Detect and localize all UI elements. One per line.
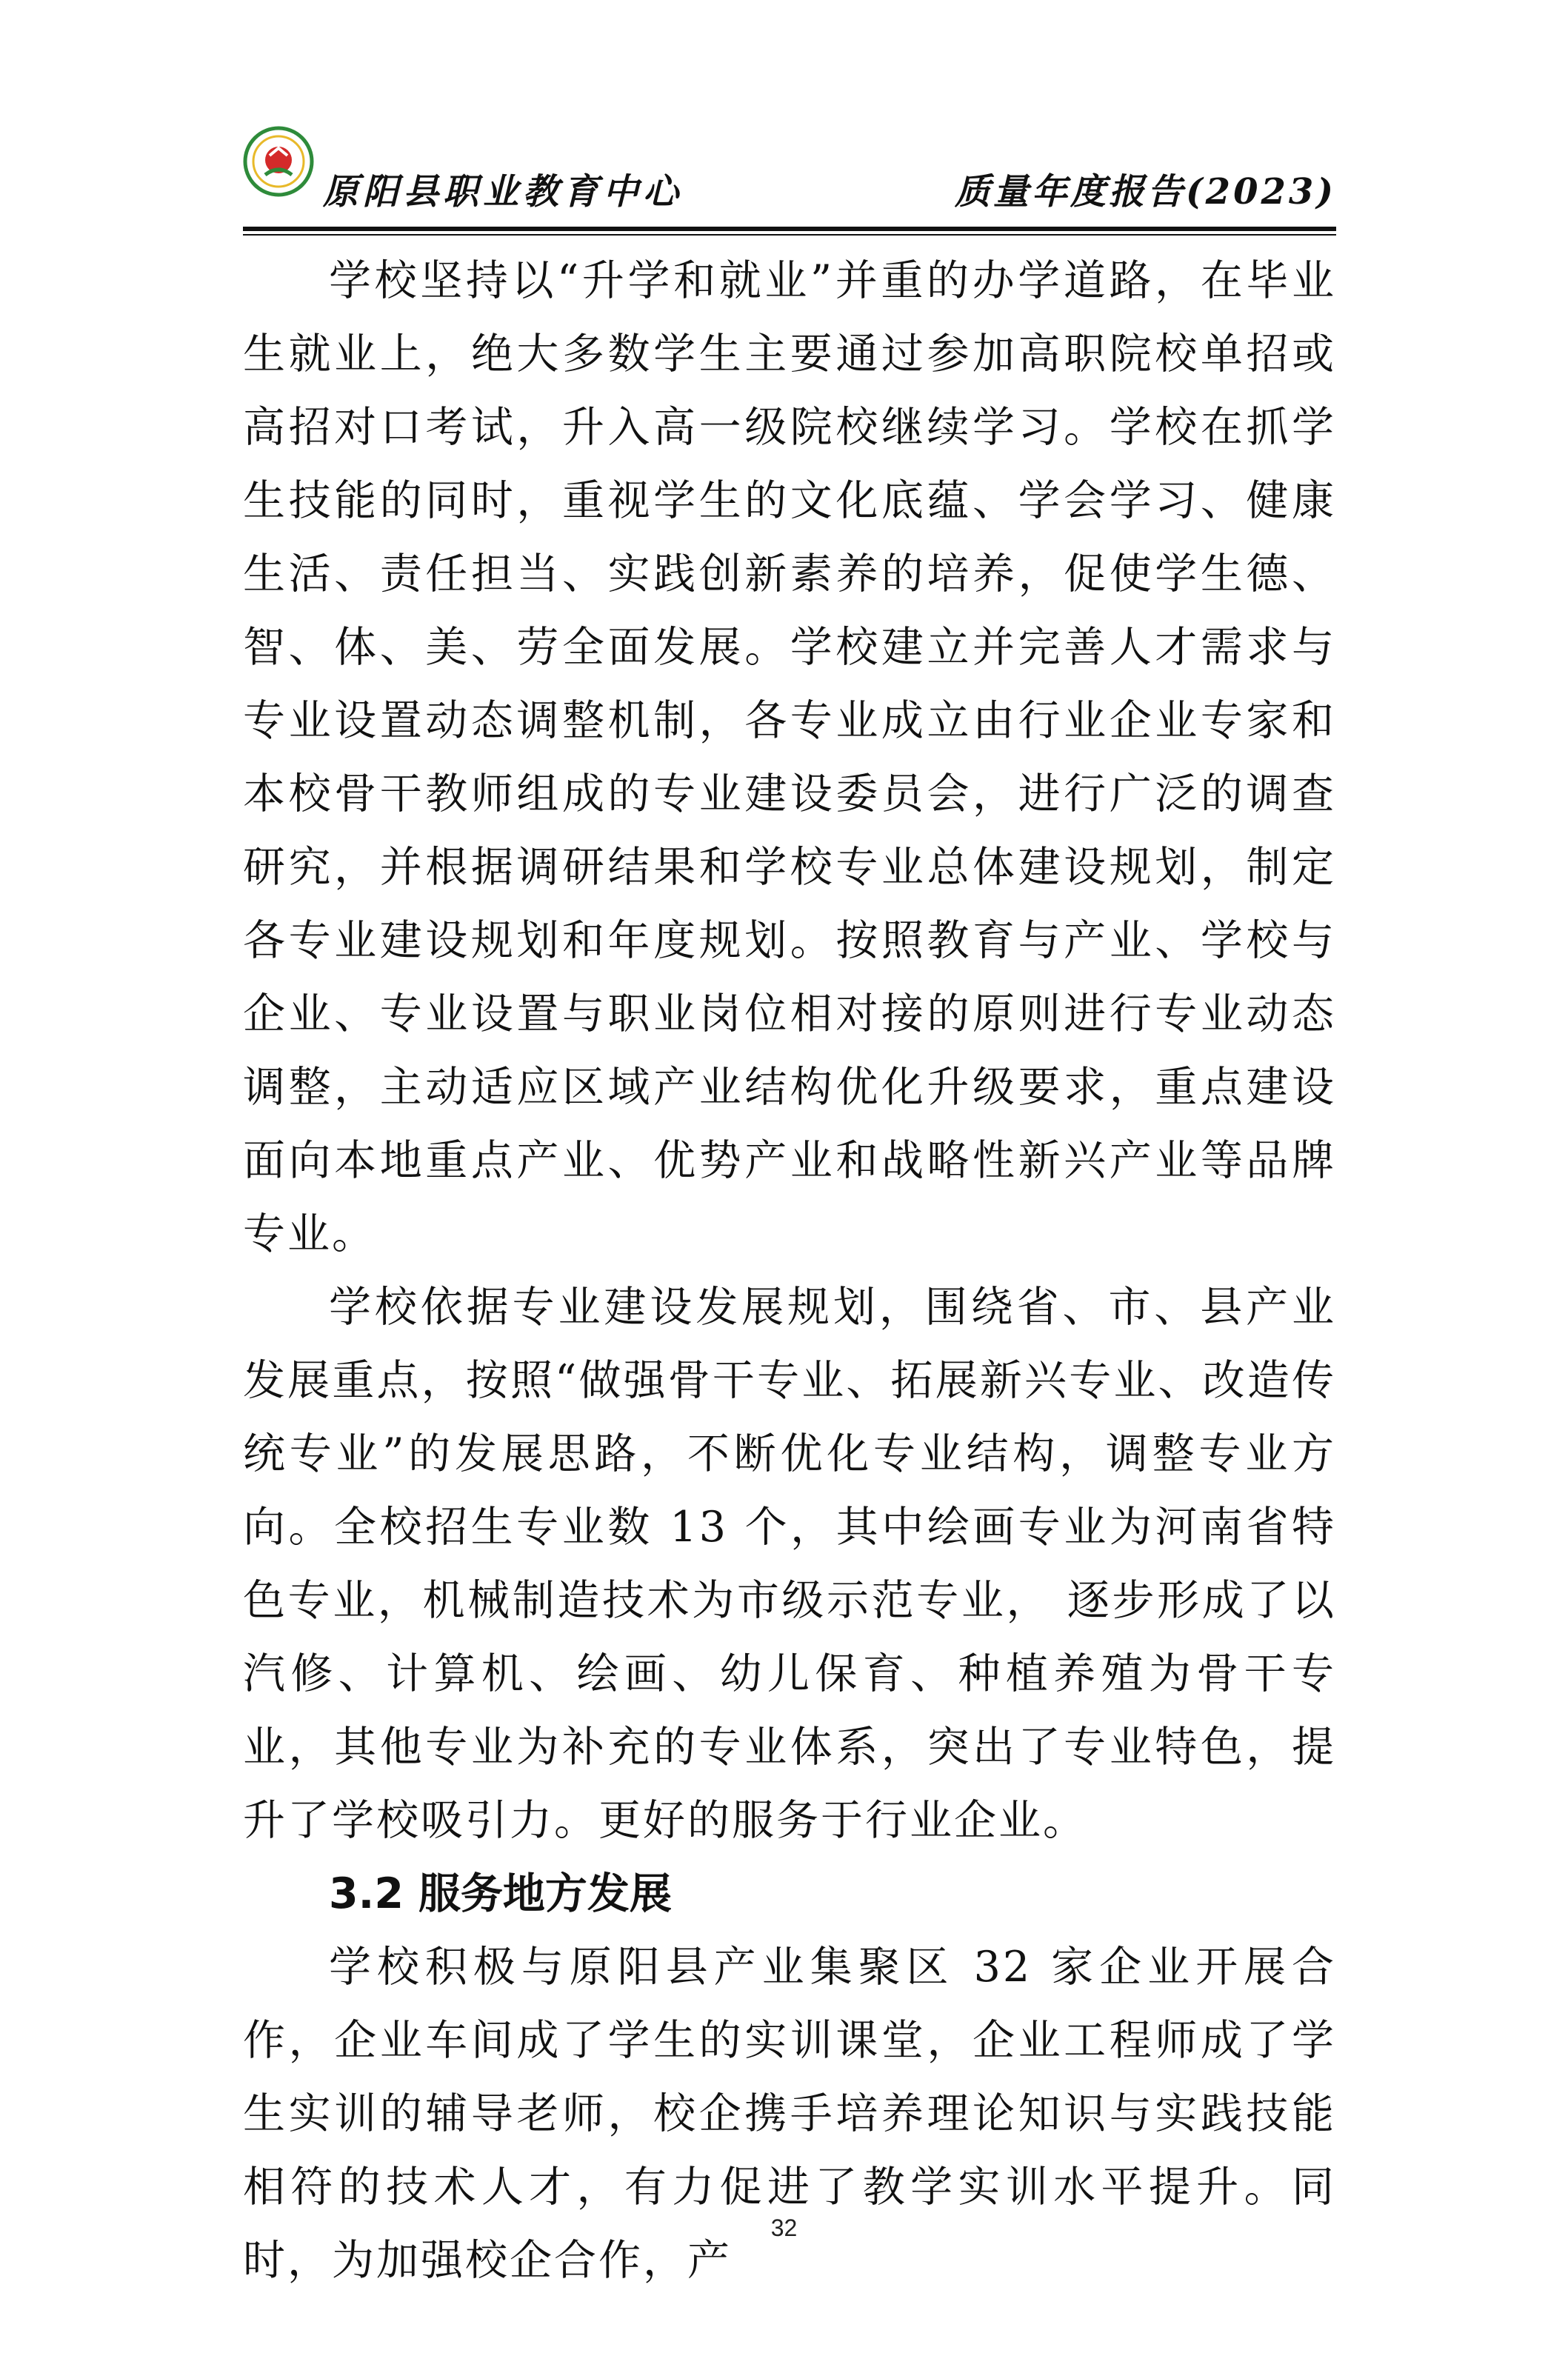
header-rule-thick [243, 227, 1336, 231]
header-report-title: 质量年度报告(2023) [954, 171, 1336, 213]
document-body [243, 244, 1336, 2297]
header-rule-thin [243, 234, 1336, 236]
header-school-name: 原阳县职业教育中心 [323, 171, 684, 213]
section-heading: 3.2 服务地方发展 [329, 1869, 672, 1918]
paragraph-enterprise-cooperation: 学校积极与原阳县产业集聚区 32 家企业开展合作，企业车间成了学生的实训课堂，企业工程师成了学生实训的辅导老师，校企携手培养理论知识与实践技能相符的技术人才，有力促进了教学实训水平提升。同时，为加强校企合作，产 [243, 1943, 1336, 2285]
paragraph-employment: 学校坚持以“升学和就业”并重的办学道路，在毕业生就业上，绝大多数学生主要通过参加高职院校单招或高招对口考试，升入高一级院校继续学习。学校在抓学生技能的同时，重视学生的文化底蕴、学会学习、健康生活、责任担当、实践创新素养的培养，促使学生德、智、体、美、劳全面发展。学校建立并完善人才需求与专业设置动态调整机制，各专业成立由行业企业专家和本校骨干教师组成的专业建设委员会，进行广泛的调查研究，并根据调研结果和学校专业总体建设规划，制定各专业建设规划和年度规划。按照教育与产业、学校与企业、专业设置与职业岗位相对接的原则进行专业动态调整，主动适应区域产业结构优化升级要求，重点建设面向本地重点产业、优势产业和战略性新兴产业等品牌专业。 [243, 256, 1336, 1258]
school-emblem-icon [243, 126, 314, 197]
page-header [243, 119, 1336, 230]
page-number: 32 [770, 2215, 798, 2241]
paragraph-specialties: 学校依据专业建设发展规划，围绕省、市、县产业发展重点，按照“做强骨干专业、拓展新兴专业、改造传统专业”的发展思路，不断优化专业结构，调整专业方向。全校招生专业数 13 个，其中绘画专业为河南省特色专业，机械制造技术为市级示范专业， 逐步形成了以汽修、计算机、绘画、幼儿保育、种植养殖为骨干专业，其他专业为补充的专业体系，突出了专业特色，提升了学校吸引力。更好的服务于行业企业。 [243, 1283, 1336, 1845]
